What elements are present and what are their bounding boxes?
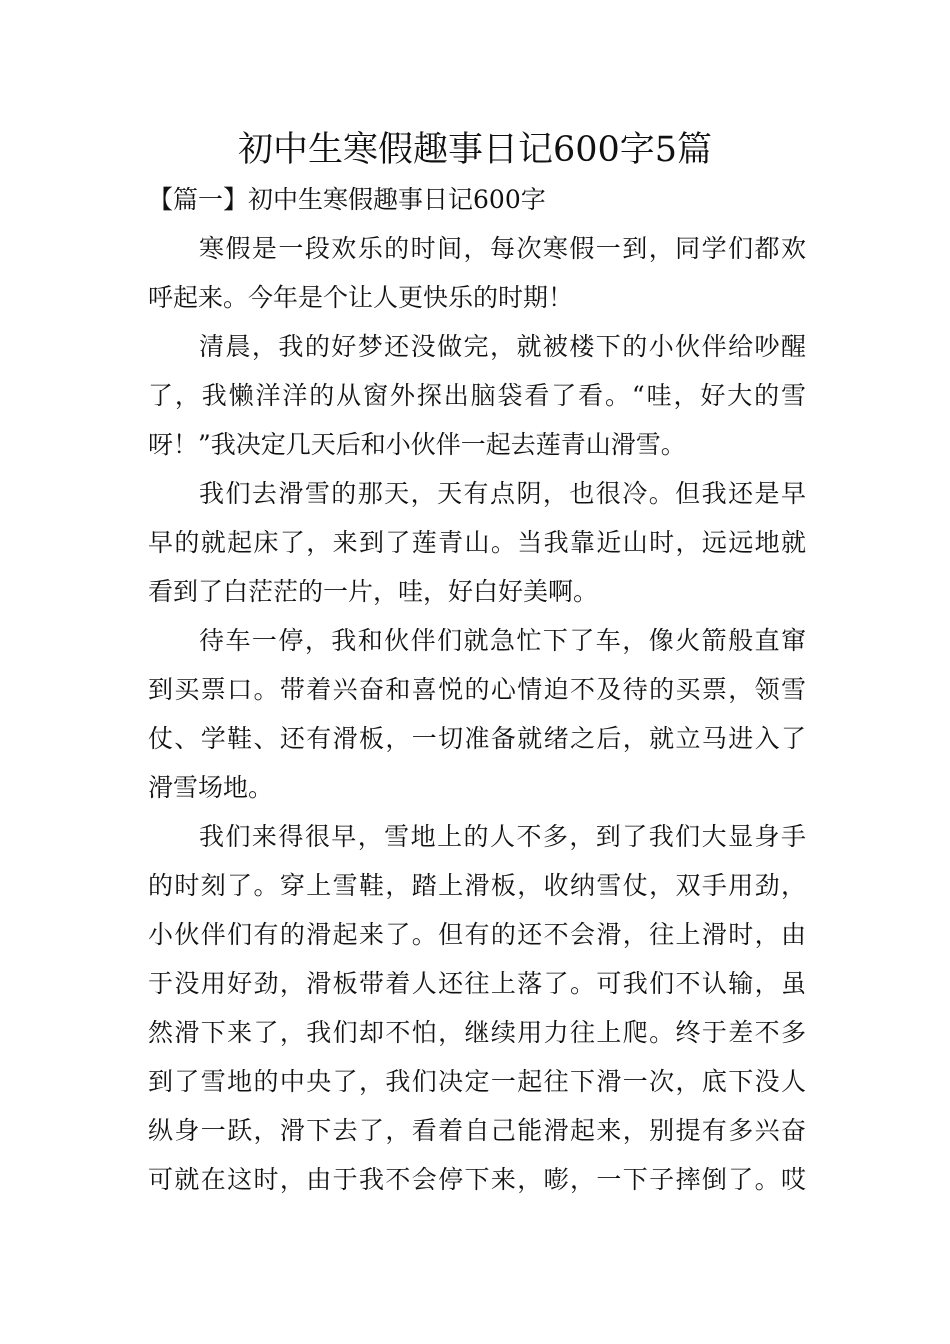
text-line: 小伙伴们有的滑起来了。但有的还不会滑，往上滑时，由 (148, 920, 806, 949)
text-line: 清晨，我的好梦还没做完，就被楼下的小伙伴给吵醒 (199, 332, 806, 361)
text-line: 到买票口。带着兴奋和喜悦的心情迫不及待的买票，领雪 (148, 675, 806, 704)
paragraph-3 (148, 469, 806, 616)
text-line: 然滑下来了，我们却不怕，继续用力往上爬。终于差不多 (148, 1018, 806, 1047)
text-line: 看到了白茫茫的一片，哇，好白好美啊。 (148, 577, 599, 606)
document-body (148, 224, 806, 1204)
text-line: 我们去滑雪的那天，天有点阴，也很冷。但我还是早 (199, 479, 806, 508)
paragraph-4 (148, 616, 806, 812)
text-line: 待车一停，我和伙伴们就急忙下了车，像火箭般直窜 (199, 626, 806, 655)
text-line: 了，我懒洋洋的从窗外探出脑袋看了看。“哇，好大的雪 (148, 381, 806, 410)
text-line: 仗、学鞋、还有滑板，一切准备就绪之后，就立马进入了 (148, 724, 806, 753)
text-line: 于没用好劲，滑板带着人还往上落了。可我们不认输，虽 (148, 969, 806, 998)
text-line: 可就在这时，由于我不会停下来，嘭，一下子摔倒了。哎 (148, 1165, 806, 1194)
text-line: 到了雪地的中央了，我们决定一起往下滑一次，底下没人 (148, 1067, 806, 1096)
paragraph-5 (148, 812, 806, 1204)
text-line: 呼起来。今年是个让人更快乐的时期！ (148, 283, 574, 312)
section-heading: 【篇一】初中生寒假趣事日记600字 (148, 185, 546, 214)
paragraph-2 (148, 322, 806, 469)
text-line: 寒假是一段欢乐的时间，每次寒假一到，同学们都欢 (199, 234, 806, 263)
text-line: 早的就起床了，来到了莲青山。当我靠近山时，远远地就 (148, 528, 806, 557)
document-title: 初中生寒假趣事日记600字5篇 (237, 130, 713, 170)
text-line: 纵身一跃，滑下去了，看着自己能滑起来，别提有多兴奋 (148, 1116, 806, 1145)
paragraph-1 (148, 224, 806, 322)
text-line: 滑雪场地。 (148, 773, 274, 802)
text-line: 我们来得很早，雪地上的人不多，到了我们大显身手 (199, 822, 806, 851)
text-line: 的时刻了。穿上雪鞋，踏上滑板，收纳雪仗，双手用劲， (148, 871, 806, 900)
text-line: 呀！”我决定几天后和小伙伴一起去莲青山滑雪。 (148, 430, 686, 459)
